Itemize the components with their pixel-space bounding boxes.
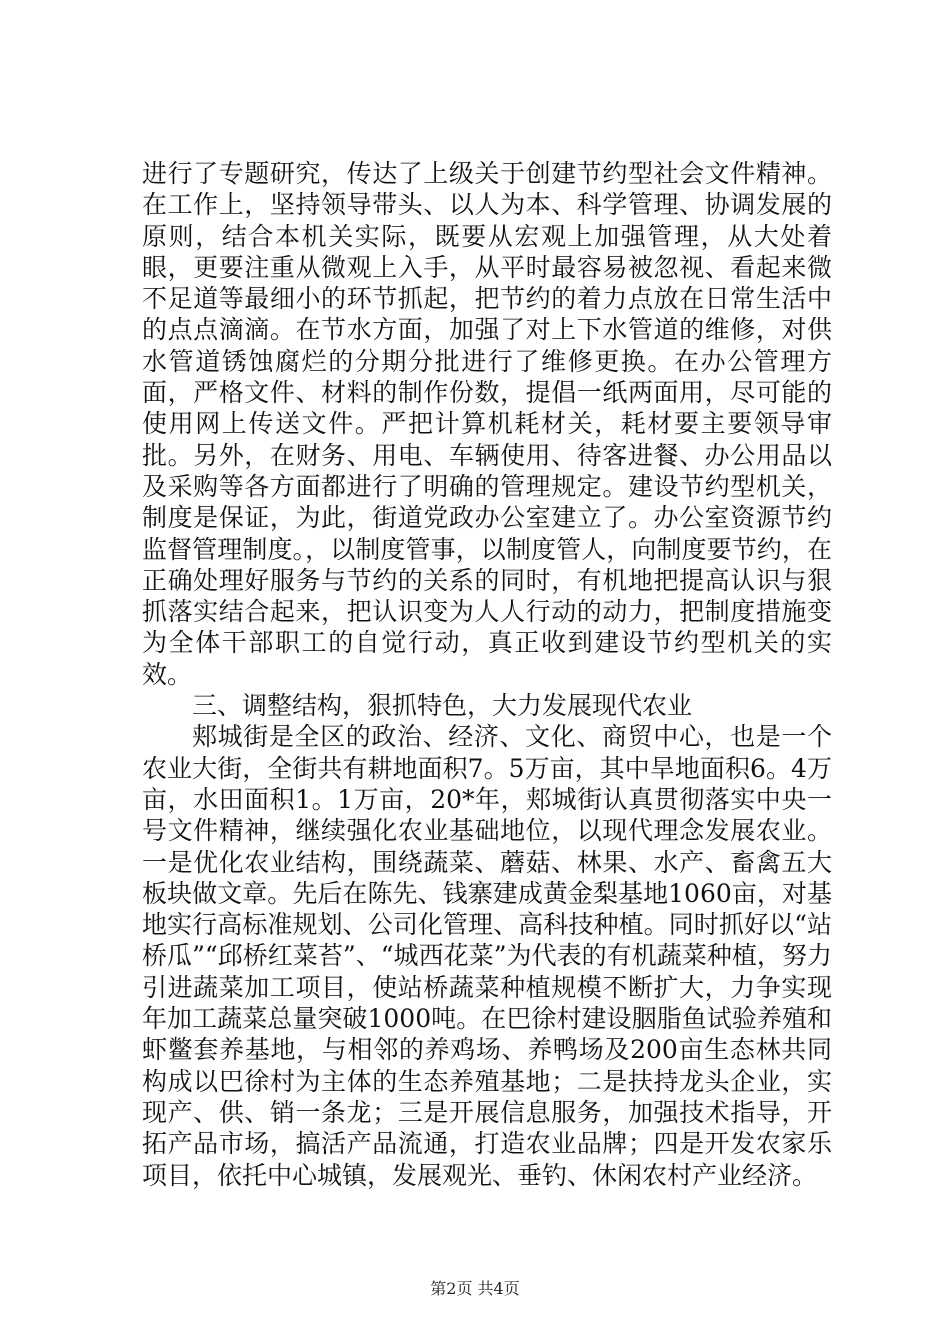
paragraph-agriculture: 郏城街是全区的政治、经济、文化、商贸中心，也是一个农业大街，全街共有耕地面积7。5万亩，其中旱地面积6。4万亩，水田面积1。1万亩，20*年，郏城街认真贯彻落实中央一号文件精神，继续强化农业基础地位，以现代理念发展农业。一是优化农业结构，围绕蔬菜、蘑菇、林果、水产、畜禽五大板块做文章。先后在陈先、钱寨建成黄金梨基地1060亩，对基地实行高标准规划、公司化管理、高科技种植。同时抓好以“站桥瓜”“邱桥红菜苔”、“城西花菜”为代表的有机蔬菜种植，努力引进蔬菜加工项目，使站桥蔬菜种植规模不断扩大，力争实现年加工蔬菜总量突破1000吨。在巴徐村建设胭脂鱼试验养殖和虾鳖套养基地，与相邻的养鸡场、养鸭场及200亩生态林共同构成以巴徐村为主体的生态养殖基地；二是扶持龙头企业，实现产、供、销一条龙；三是开展信息服务，加强技术指导，开拓产品市场，搞活产品流通，打造农业品牌；四是开发农家乐项目，依托中心城镇，发展观光、垂钓、休闲农村产业经济。	[142, 722, 832, 1190]
section-heading: 三、调整结构，狠抓特色，大力发展现代农业	[192, 691, 693, 721]
page-number-footer: 第2页 共4页	[430, 1279, 520, 1298]
document-body	[142, 158, 832, 1191]
paragraph-continued: 进行了专题研究，传达了上级关于创建节约型社会文件精神。在工作上，坚持领导带头、以人为本、科学管理、协调发展的原则，结合本机关实际，既要从宏观上加强管理，从大处着眼，更要注重从微观上入手，从平时最容易被忽视、看起来微不足道等最细小的环节抓起，把节约的着力点放在日常生活中的点点滴滴。在节水方面，加强了对上下水管道的维修，对供水管道锈蚀腐烂的分期分批进行了维修更换。在办公管理方面，严格文件、材料的制作份数，提倡一纸两面用，尽可能的使用网上传送文件。严把计算机耗材关，耗材要主要领导审批。另外，在财务、用电、车辆使用、待客进餐、办公用品以及采购等各方面都进行了明确的管理规定。建设节约型机关，制度是保证，为此，街道党政办公室建立了。办公室资源节约监督管理制度。，以制度管事，以制度管人，向制度要节约，在正确处理好服务与节约的关系的同时，有机地把提高认识与狠抓落实结合起来，把认识变为人人行动的动力，把制度措施变为全体干部职工的自觉行动，真正收到建设节约型机关的实效。	[142, 159, 832, 689]
